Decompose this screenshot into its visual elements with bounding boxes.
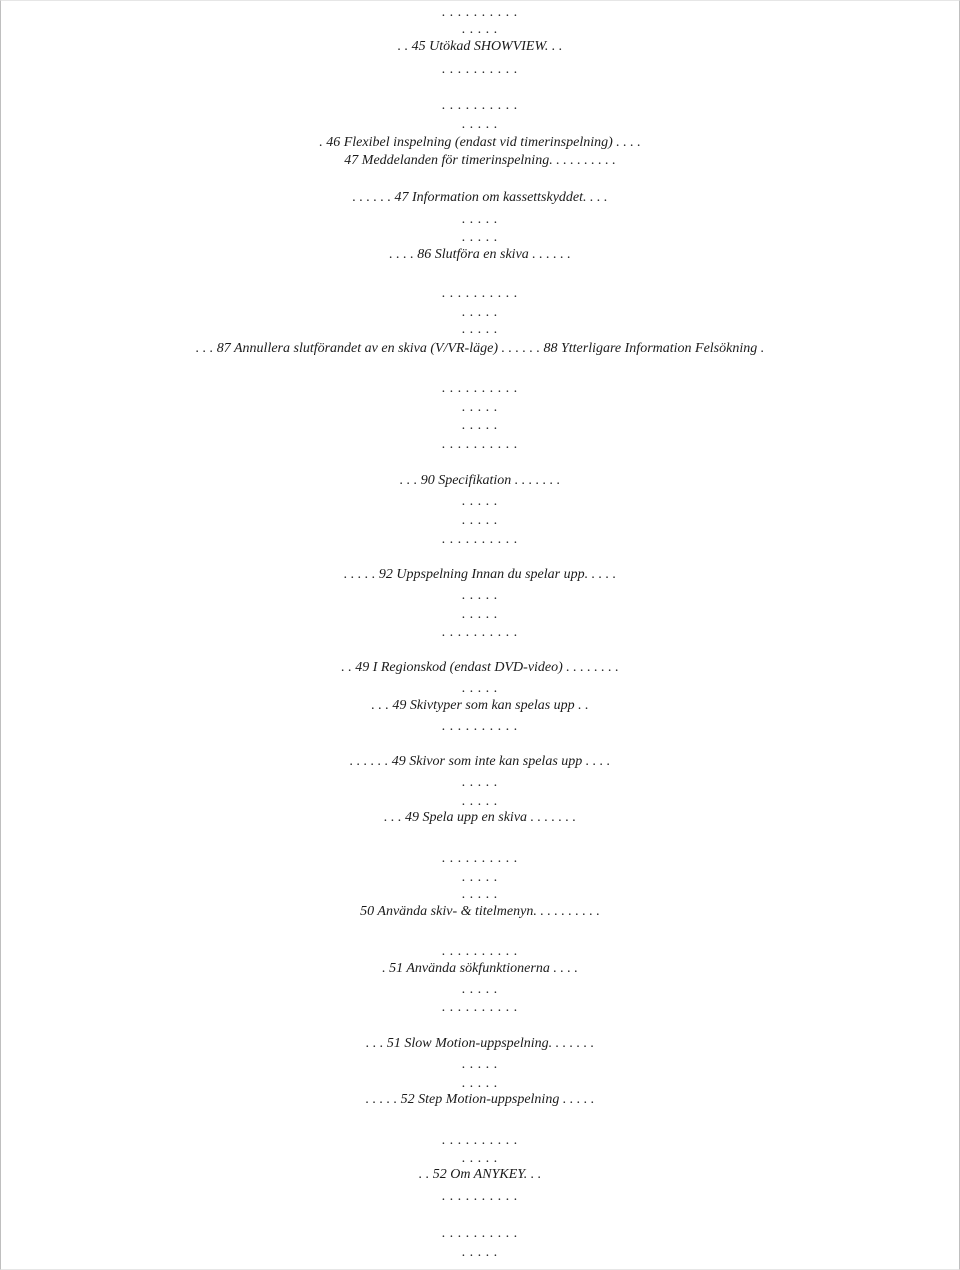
toc-line: . . . . . xyxy=(462,230,498,245)
toc-line: . . . . . xyxy=(462,305,498,320)
toc-line: . . . . . xyxy=(462,212,498,227)
toc-entry-49-regionskod: . . 49 I Regionskod (endast DVD-video) . . . . . . . . xyxy=(341,660,619,675)
toc-line: . . . . . . . . . . xyxy=(442,62,518,77)
toc-entry-49-skivor-inte: . . . . . . 49 Skivor som inte kan spelas upp . . . . xyxy=(349,754,611,769)
toc-line: . . . . . xyxy=(462,887,498,902)
toc-line: . . . . . xyxy=(462,494,498,509)
toc-line: . . . . . xyxy=(462,513,498,528)
toc-line: . . . . . . . . . . xyxy=(442,719,518,734)
toc-entry-49-skivtyper: . . . 49 Skivtyper som kan spelas upp . . xyxy=(371,698,589,713)
toc-line: . . . . . . . . . . xyxy=(442,1133,518,1148)
toc-entry-50-anvanda-skivmeny: 50 Använda skiv- & titelmenyn. . . . . . . . . . xyxy=(360,904,600,919)
toc-line: . . . . . xyxy=(462,400,498,415)
toc-line: . . . . . . . . . . xyxy=(442,5,518,20)
toc-line: . . . . . . . . . . xyxy=(442,851,518,866)
toc-entry-49-spela-upp: . . . 49 Spela upp en skiva . . . . . . . xyxy=(383,810,577,825)
toc-line: . . . . . xyxy=(462,681,498,696)
toc-entry-52-step-motion: . . . . . 52 Step Motion-uppspelning . . . . . xyxy=(365,1092,595,1107)
toc-line: . . . . . xyxy=(462,117,498,132)
toc-line: . . . . . . . . . . xyxy=(442,437,518,452)
toc-line: . . . . . . . . . . xyxy=(442,944,518,959)
toc-entry-45-utokad-showview: . . 45 Utökad SHOWVIEW. . . xyxy=(397,39,563,54)
toc-line: . . . . . xyxy=(462,322,498,337)
toc-entry-86-slutfora-skiva: . . . . 86 Slutföra en skiva . . . . . . xyxy=(389,247,571,262)
toc-entry-47-information-kassettskyddet: . . . . . . 47 Information om kassettskyddet. . . . xyxy=(352,190,608,205)
toc-entry-87-annullera-88-ytterligare: . . . 87 Annullera slutförandet av en skiva (V/VR-läge) . . . . . . 88 Ytterligare Information Felsökning . xyxy=(195,341,765,356)
toc-line: . . . . . . . . . . xyxy=(442,1189,518,1204)
toc-entry-92-uppspelning: . . . . . 92 Uppspelning Innan du spelar upp. . . . . xyxy=(343,567,617,582)
toc-entry-52-om-anykey: . . 52 Om ANYKEY. . . xyxy=(418,1167,542,1182)
toc-line: . . . . . . . . . . xyxy=(442,1226,518,1241)
toc-line: . . . . . xyxy=(462,1057,498,1072)
toc-line: . . . . . xyxy=(462,1245,498,1260)
toc-line: . . . . . . . . . . xyxy=(442,286,518,301)
toc-entry-46-flexibel-inspelning: . 46 Flexibel inspelning (endast vid timerinspelning) . . . . xyxy=(319,135,641,150)
toc-entry-51-slow-motion: . . . 51 Slow Motion-uppspelning. . . . . . . xyxy=(365,1036,595,1051)
toc-line: . . . . . xyxy=(462,418,498,433)
toc-entry-47-meddelanden: 47 Meddelanden för timerinspelning. . . . . . . . . . xyxy=(344,153,616,168)
toc-line: . . . . . . . . . . xyxy=(442,532,518,547)
toc-line: . . . . . xyxy=(462,1151,498,1166)
toc-line: . . . . . xyxy=(462,870,498,885)
toc-line: . . . . . . . . . . xyxy=(442,625,518,640)
toc-line: . . . . . xyxy=(462,794,498,809)
toc-entry-90-specifikation: . . . 90 Specifikation . . . . . . . xyxy=(399,473,561,488)
toc-line: . . . . . xyxy=(462,982,498,997)
toc-line: . . . . . . . . . . xyxy=(442,98,518,113)
toc-line: . . . . . . . . . . xyxy=(442,1000,518,1015)
toc-line: . . . . . xyxy=(462,607,498,622)
toc-entry-51-sokfunktionerna: . 51 Använda sökfunktionerna . . . . xyxy=(382,961,578,976)
toc-line: . . . . . . . . . . xyxy=(442,381,518,396)
toc-line: . . . . . xyxy=(462,22,498,37)
toc-line: . . . . . xyxy=(462,1076,498,1091)
toc-line: . . . . . xyxy=(462,588,498,603)
toc-line: . . . . . xyxy=(462,775,498,790)
